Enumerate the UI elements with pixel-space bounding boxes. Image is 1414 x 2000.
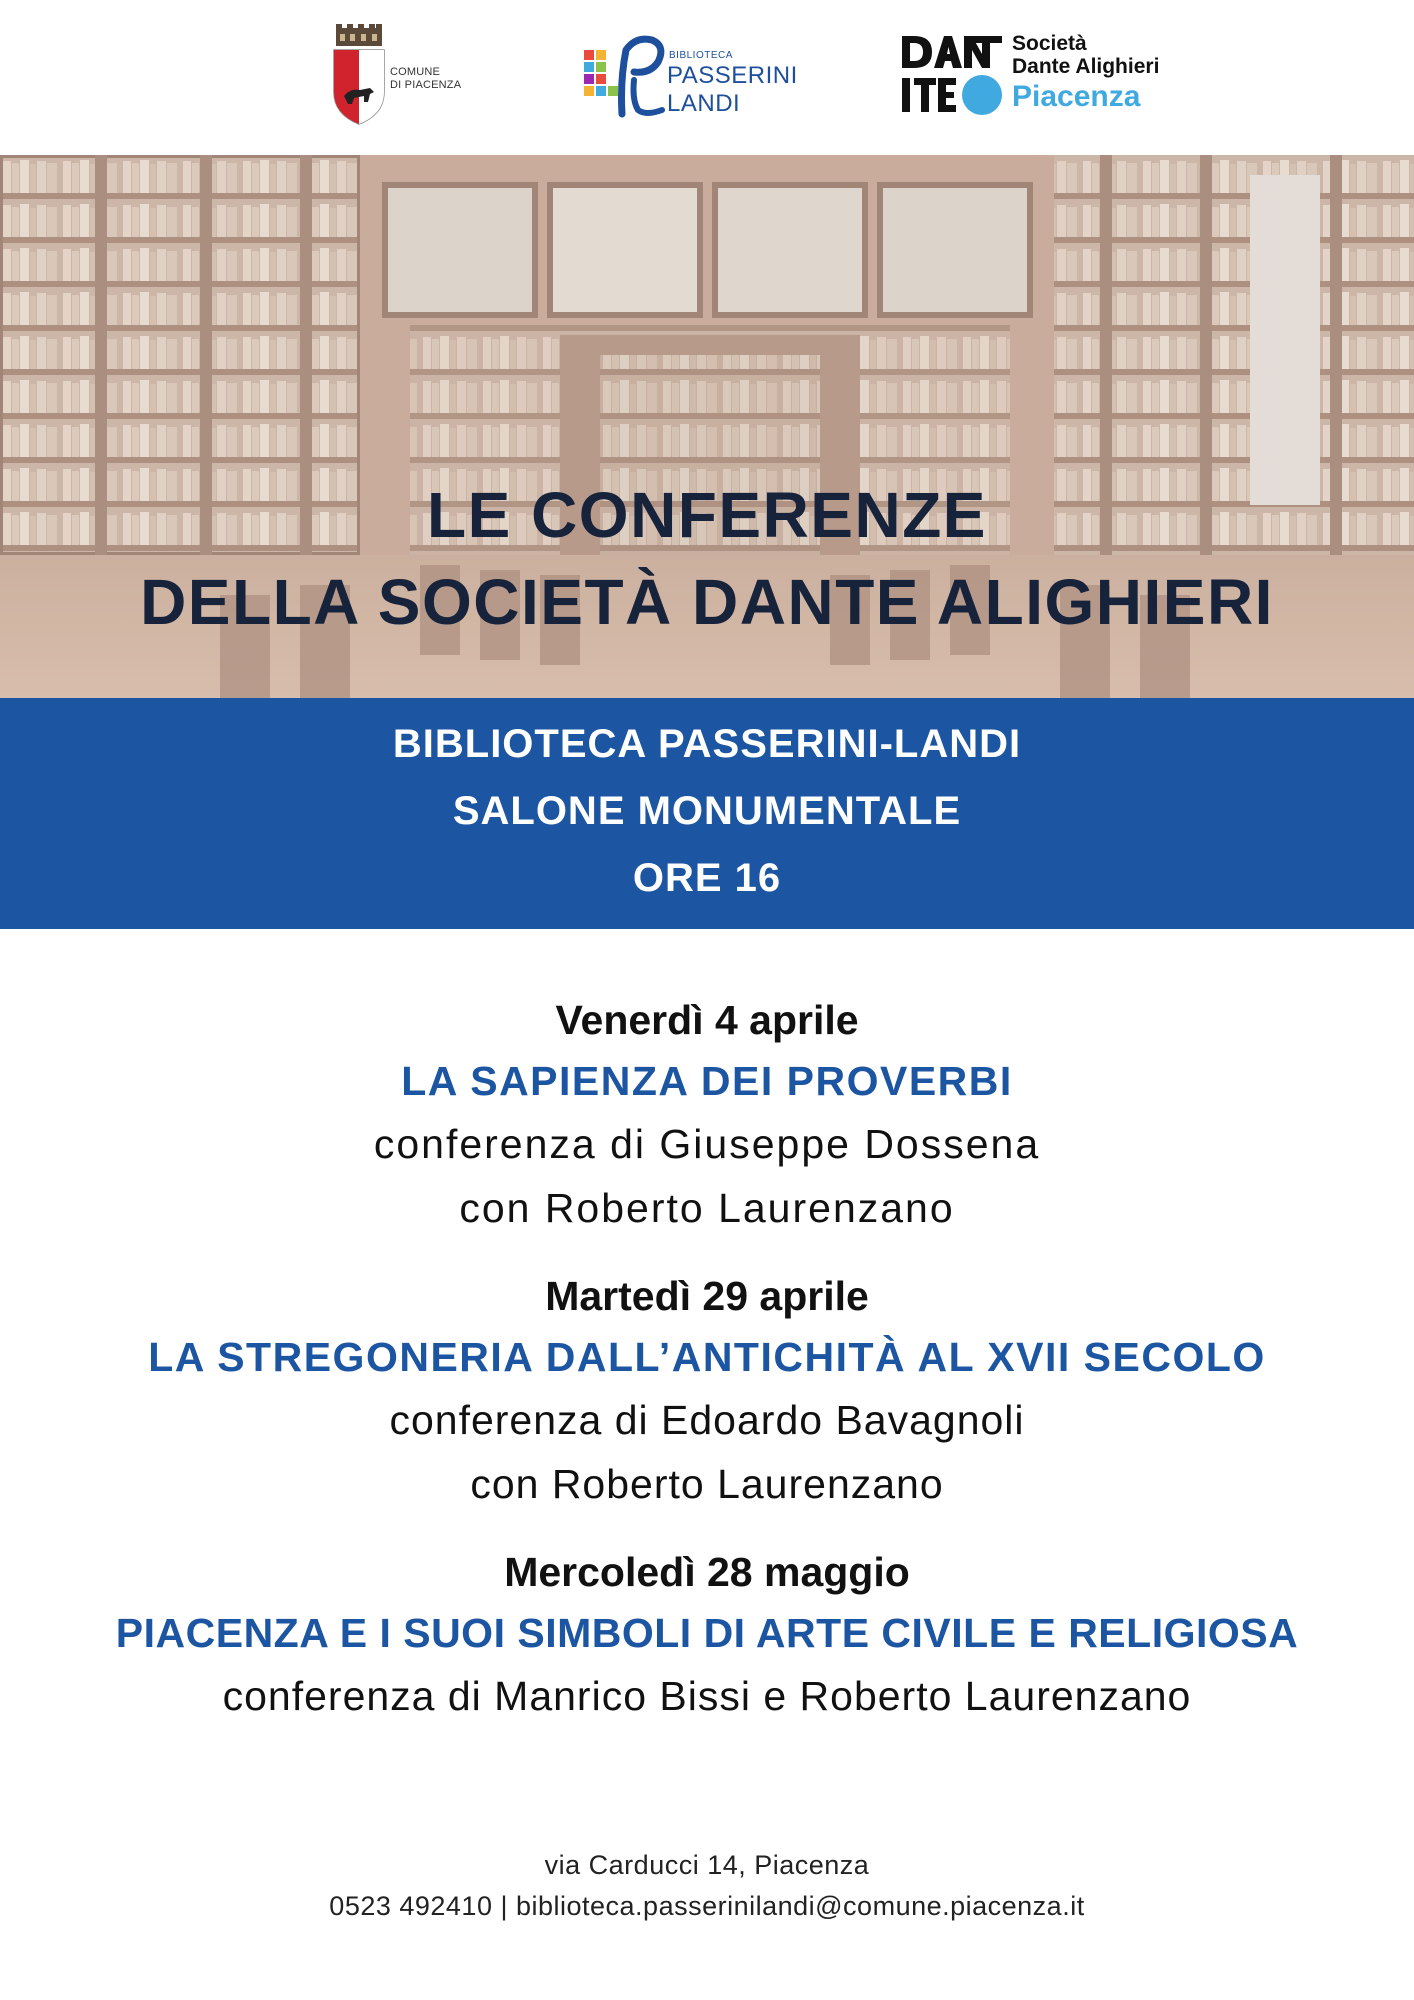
dante-line1: Società: [1012, 32, 1087, 55]
comune-line1: COMUNE: [390, 66, 441, 78]
event-speaker: conferenza di Manrico Bissi e Roberto Laurenzano: [222, 1673, 1192, 1719]
event-speaker: conferenza di Giuseppe Dossena: [373, 1121, 1041, 1167]
dante-logo: [900, 30, 1180, 125]
event-item: [0, 1542, 1414, 1728]
footer-address: via Carducci 14, Piacenza: [544, 1850, 870, 1880]
venue-line3: ORE 16: [632, 856, 782, 900]
dante-line3: Piacenza: [1012, 80, 1141, 113]
event-item: [0, 990, 1414, 1240]
event-date: Venerdì 4 aprile: [555, 997, 859, 1043]
crest-icon: [330, 22, 388, 127]
venue-band: [0, 698, 1414, 929]
event-speaker: conferenza di Edoardo Bavagnoli: [389, 1397, 1025, 1443]
event-list: [0, 990, 1414, 1754]
event-title: LA STREGONERIA DALL’ANTICHITÀ AL XVII SECOLO: [148, 1334, 1266, 1380]
event-title: LA SAPIENZA DEI PROVERBI: [401, 1058, 1013, 1104]
hero-banner: [0, 155, 1414, 698]
footer: [0, 1845, 1414, 1927]
event-date: Mercoledì 28 maggio: [504, 1549, 910, 1595]
logo-bar: [0, 0, 1414, 155]
biblioteca-line2: LANDI: [667, 90, 741, 117]
event-speaker-secondary: con Roberto Laurenzano: [459, 1185, 955, 1231]
event-date: Martedì 29 aprile: [545, 1273, 869, 1319]
hero-title-line1: LE CONFERENZE: [427, 479, 987, 551]
biblioteca-logo: [582, 30, 802, 125]
event-title: PIACENZA E I SUOI SIMBOLI DI ARTE CIVILE E RELIGIOSA: [115, 1610, 1299, 1656]
venue-line1: BIBLIOTECA PASSERINI-LANDI: [392, 722, 1022, 766]
comune-logo: [330, 22, 470, 127]
comune-line2: DI PIACENZA: [390, 79, 462, 91]
venue-line2: SALONE MONUMENTALE: [452, 789, 962, 833]
dante-mark-icon: [900, 30, 1005, 120]
biblioteca-small-label: BIBLIOTECA: [669, 50, 733, 61]
pl-monogram-icon: [582, 30, 666, 120]
dante-line2: Dante Alighieri: [1012, 55, 1160, 78]
biblioteca-line1: PASSERINI: [667, 62, 798, 89]
event-speaker-secondary: con Roberto Laurenzano: [470, 1461, 944, 1507]
footer-contact[interactable]: 0523 492410 | biblioteca.passerinilandi@comune.piacenza.it: [329, 1891, 1085, 1921]
hero-title-line2: DELLA SOCIETÀ DANTE ALIGHIERI: [140, 566, 1274, 638]
event-item: [0, 1266, 1414, 1516]
